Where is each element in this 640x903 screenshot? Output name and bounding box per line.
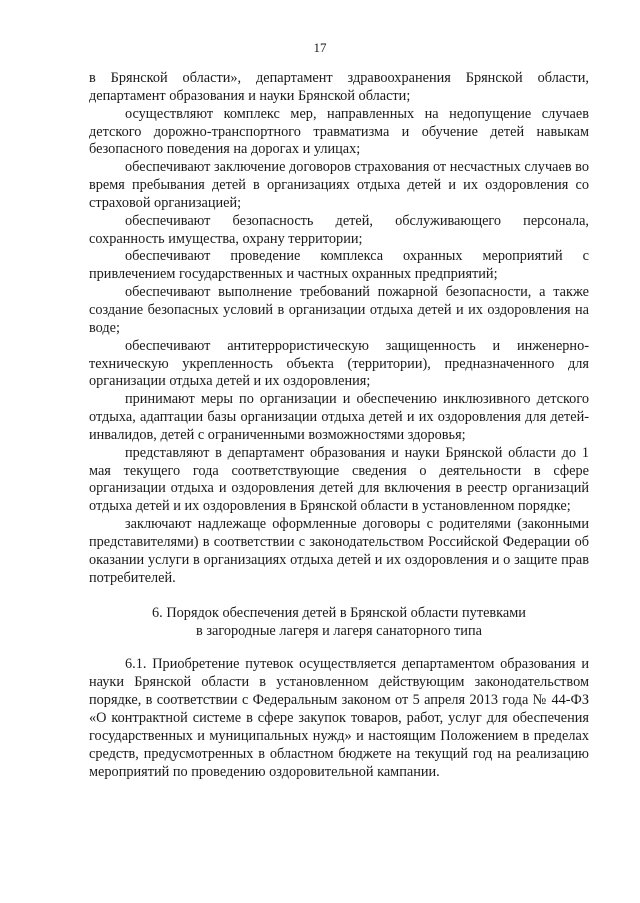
- document-body: [89, 70, 589, 781]
- paragraph: принимают меры по организации и обеспечению инклюзивного детского отдыха, адаптации базы организации отдыха детей и их оздоровления для детей-инвалидов, детей с ограниченными возможностями здоровья;: [89, 391, 589, 443]
- paragraph: обеспечивают выполнение требований пожарной безопасности, а также создание безопасных условий в организации отдыха детей и их оздоровления на воде;: [89, 284, 589, 336]
- paragraph: заключают надлежаще оформленные договоры с родителями (законными представителями) в соответствии с законодательством Российской Федерации об оказании услуги в организациях отдыха детей и их оздоровления и о защите прав потребителей.: [89, 516, 589, 586]
- paragraph: обеспечивают безопасность детей, обслуживающего персонала, сохранность имущества, охрану территории;: [89, 212, 589, 247]
- page-number: 17: [313, 40, 327, 55]
- section-heading-line-2: в загородные лагеря и лагеря санаторного типа: [196, 623, 482, 640]
- section-heading-line-1: 6. Порядок обеспечения детей в Брянской области путевками: [152, 605, 526, 622]
- section-heading: [89, 604, 589, 640]
- section-paragraph: 6.1. Приобретение путевок осуществляется департаментом образования и науки Брянской области в установленном действующим законодательством порядке, в соответствии с Федеральным законом от 5 апреля 2013 года № 44-ФЗ «О контрактной системе в сфере закупок товаров, работ, услуг для обеспечения государственных и муниципальных нужд» и настоящим Положением в пределах средств, предусмотренных в областном бюджете на текущий год на реализацию мероприятий по проведению оздоровительной кампании.: [89, 656, 589, 780]
- paragraph: представляют в департамент образования и науки Брянской области до 1 мая текущего года соответствующие сведения о деятельности в сфере организации отдыха и оздоровления детей для включения в реестр организаций отдыха детей и их оздоровления в Брянской области в установленном порядке;: [89, 444, 589, 515]
- paragraph: в Брянской области», департамент здравоохранения Брянской области, департамент образования и науки Брянской области;: [89, 70, 589, 104]
- paragraph: осуществляют комплекс мер, направленных на недопущение случаев детского дорожно-транспортного травматизма и обучение детей навыкам безопасного поведения на дорогах и улицах;: [89, 105, 589, 158]
- paragraph: обеспечивают антитеррористическую защищенность и инженерно-техническую укрепленность объекта (территории), предназначенного для организации отдыха детей и их оздоровления;: [89, 337, 589, 390]
- paragraph: обеспечивают проведение комплекса охранных мероприятий с привлечением государственных и частных охранных предприятий;: [89, 248, 589, 283]
- paragraph: обеспечивают заключение договоров страхования от несчастных случаев во время пребывания детей в организациях отдыха детей и их оздоровления со страховой организацией;: [89, 159, 589, 211]
